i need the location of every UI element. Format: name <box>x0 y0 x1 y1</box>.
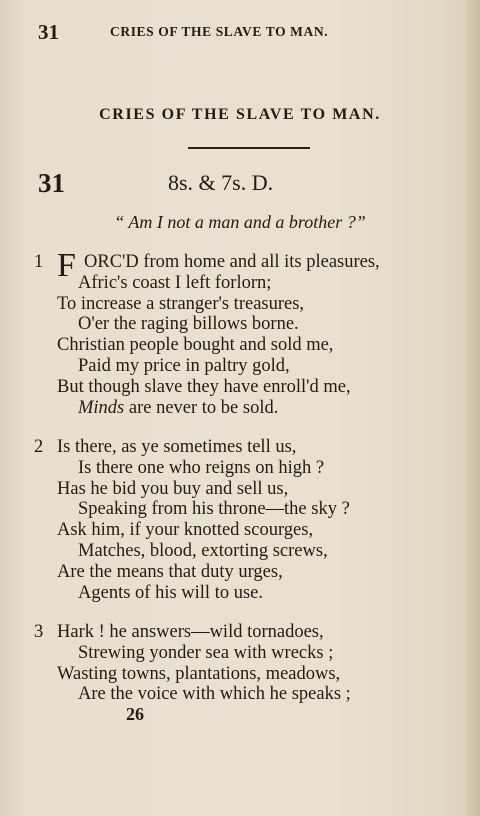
stanza-line <box>34 377 454 398</box>
hymn-epigraph: “ Am I not a man and a brother ?” <box>114 212 366 232</box>
running-head-title: CRIES OF THE SLAVE TO MAN. <box>110 24 329 39</box>
stanza-3 <box>34 622 454 705</box>
stanza-number: 2 <box>34 437 44 457</box>
stanza-line <box>34 622 454 643</box>
line-text: Has he bid you buy and sell us, <box>57 478 289 499</box>
line-text: Afric's coast I left forlorn; <box>78 272 272 293</box>
heading-rule <box>188 147 310 149</box>
stanza-line <box>34 273 454 294</box>
line-text: Are the voice with which he speaks ; <box>78 684 351 705</box>
hymn-number: 31 <box>38 168 65 198</box>
running-head <box>38 20 440 44</box>
running-head-page-number: 31 <box>38 20 59 44</box>
line-text: Are the means that duty urges, <box>57 561 283 582</box>
line-text: Is there, as ye sometimes tell us, <box>57 437 297 457</box>
line-text: Paid my price in paltry gold, <box>78 355 290 376</box>
line-text: Strewing yonder sea with wrecks ; <box>78 642 334 663</box>
stanza-line <box>34 643 454 664</box>
line-text: Matches, blood, extorting screws, <box>78 540 328 561</box>
stanza-line <box>34 479 454 500</box>
line-text: But though slave they have enroll'd me, <box>57 376 351 397</box>
stanza-line <box>34 458 454 479</box>
line-text: Minds are never to be sold. <box>78 397 279 418</box>
stanza-line <box>34 335 454 356</box>
stanza-line <box>34 583 454 604</box>
stanza-2 <box>34 437 454 603</box>
line-text: Agents of his will to use. <box>78 582 263 603</box>
line-text: To increase a stranger's treasures, <box>57 293 305 314</box>
line-text: Is there one who reigns on high ? <box>78 457 325 478</box>
stanza-line <box>34 499 454 520</box>
stanza-number: 1 <box>34 252 44 272</box>
stanza-line <box>34 684 454 705</box>
drop-cap: F <box>57 247 76 284</box>
stanza-line <box>34 314 454 335</box>
hymn-meter: 8s. & 7s. D. <box>168 170 274 195</box>
section-heading: CRIES OF THE SLAVE TO MAN. <box>99 106 381 123</box>
stanza-line <box>34 398 454 419</box>
line-text: Wasting towns, plantations, meadows, <box>57 663 341 684</box>
line-text: Christian people bought and sold me, <box>57 335 334 356</box>
stanza-line <box>34 437 454 458</box>
line-text: Hark ! he answers—wild tornadoes, <box>57 622 324 642</box>
folio-number: 26 <box>126 704 144 724</box>
stanza-line <box>34 294 454 315</box>
stanza-line <box>34 520 454 541</box>
stanza-line <box>34 356 454 377</box>
line-text: ORC'D from home and all its pleasures, <box>84 252 380 272</box>
stanza-line <box>34 541 454 562</box>
line-text: O'er the raging billows borne. <box>78 314 299 335</box>
stanza-1 <box>34 247 454 418</box>
stanza-line <box>34 562 454 583</box>
stanza-number: 3 <box>34 622 44 642</box>
line-text: Speaking from his throne—the sky ? <box>78 499 350 520</box>
line-text: Ask him, if your knotted scourges, <box>57 520 314 541</box>
stanza-line <box>34 664 454 685</box>
italic-word: Minds <box>78 397 125 418</box>
